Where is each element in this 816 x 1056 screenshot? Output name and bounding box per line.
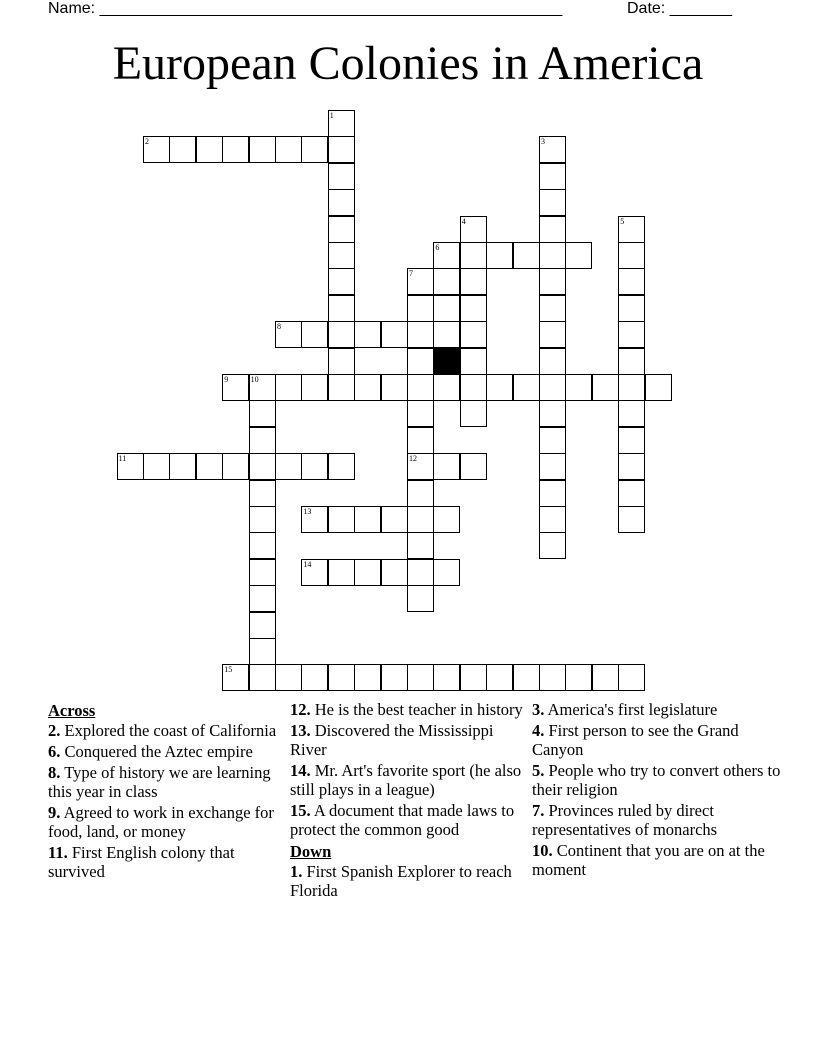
crossword-cell[interactable]	[460, 321, 487, 348]
crossword-cell[interactable]	[618, 268, 645, 295]
crossword-cell[interactable]	[222, 453, 249, 480]
clues-column-1	[48, 700, 278, 883]
crossword-black-cell	[433, 348, 460, 375]
crossword-cell[interactable]	[275, 321, 302, 348]
crossword-cell[interactable]	[354, 664, 381, 691]
clue-number-label: 1	[329, 111, 334, 120]
crossword-cell[interactable]	[249, 453, 276, 480]
clue-text: First English colony that survived	[48, 843, 235, 881]
crossword-cell[interactable]	[354, 559, 381, 586]
clue-number-label: 10	[250, 375, 259, 384]
crossword-cell[interactable]	[328, 506, 355, 533]
crossword-cell[interactable]	[249, 374, 276, 401]
crossword-cell[interactable]	[407, 427, 434, 454]
crossword-cell[interactable]	[275, 374, 302, 401]
clue-number-label: 11	[118, 454, 127, 464]
crossword-cell[interactable]	[618, 348, 645, 375]
crossword-cell[interactable]	[486, 374, 513, 401]
clue-number-label: 5	[620, 216, 625, 226]
crossword-cell[interactable]	[539, 216, 566, 243]
crossword-cell[interactable]	[301, 506, 328, 533]
crossword-cell[interactable]	[222, 664, 249, 691]
crossword-cell[interactable]	[249, 532, 276, 559]
clue-down-1	[290, 862, 528, 900]
crossword-cell[interactable]	[407, 453, 434, 480]
crossword-cell[interactable]	[539, 163, 566, 190]
crossword-cell[interactable]	[328, 136, 355, 163]
crossword-cell[interactable]	[249, 136, 276, 163]
crossword-cell[interactable]	[460, 400, 487, 427]
crossword-cell[interactable]	[618, 427, 645, 454]
clue-number: 6.	[48, 742, 61, 761]
crossword-cell[interactable]	[275, 453, 302, 480]
clue-number: 8.	[48, 763, 61, 782]
crossword-cell[interactable]	[539, 321, 566, 348]
clue-across-2	[48, 721, 278, 740]
clue-number: 1.	[290, 862, 303, 881]
crossword-cell[interactable]	[565, 374, 592, 401]
crossword-cell[interactable]	[433, 453, 460, 480]
crossword-cell[interactable]	[249, 612, 276, 639]
clue-text: Agreed to work in exchange for food, land, or money	[48, 803, 274, 841]
crossword-cell[interactable]	[328, 189, 355, 216]
crossword-cell[interactable]	[381, 321, 408, 348]
crossword-cell[interactable]	[407, 295, 434, 322]
crossword-cell[interactable]	[460, 295, 487, 322]
crossword-cell[interactable]	[354, 374, 381, 401]
crossword-cell[interactable]	[381, 559, 408, 586]
clue-number-label: 13	[303, 507, 312, 516]
crossword-cell[interactable]	[433, 374, 460, 401]
crossword-cell[interactable]	[249, 585, 276, 612]
crossword-cell[interactable]	[249, 638, 276, 665]
clue-across-15	[290, 801, 528, 839]
crossword-cell[interactable]	[328, 453, 355, 480]
crossword-cell[interactable]	[592, 374, 619, 401]
clue-number-label: 15	[224, 665, 233, 675]
crossword-cell[interactable]	[328, 321, 355, 348]
clue-across-11	[48, 843, 278, 881]
crossword-cell[interactable]	[433, 295, 460, 322]
crossword-cell[interactable]	[381, 664, 408, 691]
crossword-cell[interactable]	[539, 348, 566, 375]
crossword-cell[interactable]	[539, 268, 566, 295]
clue-text: Type of history we are learning this year in class	[48, 763, 271, 801]
crossword-cell[interactable]	[328, 268, 355, 295]
crossword-cell[interactable]	[143, 453, 170, 480]
crossword-cell[interactable]	[618, 295, 645, 322]
crossword-cell[interactable]	[460, 453, 487, 480]
crossword-cell[interactable]	[222, 374, 249, 401]
crossword-cell[interactable]	[539, 189, 566, 216]
clue-text: He is the best teacher in history	[310, 700, 523, 719]
clue-text: First person to see the Grand Canyon	[532, 721, 739, 759]
clue-down-7	[532, 801, 782, 839]
clue-across-6	[48, 742, 278, 761]
crossword-cell[interactable]	[539, 453, 566, 480]
clue-number: 7.	[532, 801, 545, 820]
crossword-cell[interactable]	[143, 136, 170, 163]
date-field-label: Date: _______	[627, 0, 732, 17]
crossword-cell[interactable]	[407, 506, 434, 533]
crossword-cell[interactable]	[513, 374, 540, 401]
clue-across-8	[48, 763, 278, 801]
crossword-cell[interactable]	[433, 321, 460, 348]
crossword-cell[interactable]	[196, 453, 223, 480]
clue-across-14	[290, 761, 528, 799]
crossword-cell[interactable]	[249, 400, 276, 427]
clue-number-label: 8	[277, 322, 281, 332]
crossword-cell[interactable]	[328, 242, 355, 269]
crossword-cell[interactable]	[301, 664, 328, 691]
crossword-cell[interactable]	[539, 664, 566, 691]
crossword-cell[interactable]	[539, 427, 566, 454]
clue-text: A document that made laws to protect the common good	[290, 801, 515, 839]
crossword-cell[interactable]	[460, 664, 487, 691]
clue-across-9	[48, 803, 278, 841]
crossword-cell[interactable]	[301, 136, 328, 163]
clue-number: 2.	[48, 721, 61, 740]
crossword-cell[interactable]	[539, 480, 566, 507]
crossword-cell[interactable]	[328, 664, 355, 691]
clue-number: 13.	[290, 721, 311, 740]
clue-number-label: 2	[145, 137, 149, 147]
crossword-cell[interactable]	[328, 559, 355, 586]
clue-number-label: 3	[541, 137, 545, 147]
crossword-cell[interactable]	[169, 136, 196, 163]
crossword-cell[interactable]	[433, 506, 460, 533]
clue-text: Continent that you are on at the moment	[532, 841, 765, 879]
crossword-cell[interactable]	[407, 532, 434, 559]
clue-number-label: 6	[435, 243, 440, 252]
crossword-cell[interactable]	[565, 664, 592, 691]
crossword-cell[interactable]	[618, 374, 645, 401]
crossword-cell[interactable]	[249, 427, 276, 454]
crossword-cell[interactable]	[407, 348, 434, 375]
crossword-cell[interactable]	[328, 163, 355, 190]
clue-down-5	[532, 761, 782, 799]
clue-down-4	[532, 721, 782, 759]
clue-text: People who try to convert others to their religion	[532, 761, 781, 799]
crossword-cell[interactable]	[328, 374, 355, 401]
clue-number: 14.	[290, 761, 311, 780]
crossword-cell[interactable]	[486, 242, 513, 269]
crossword-cell[interactable]	[249, 559, 276, 586]
crossword-cell[interactable]	[407, 664, 434, 691]
crossword-cell[interactable]	[275, 664, 302, 691]
page-title: European Colonies in America	[112, 37, 704, 90]
crossword-cell[interactable]	[381, 506, 408, 533]
crossword-cell[interactable]	[407, 374, 434, 401]
clue-number-label: 9	[224, 375, 229, 384]
clue-number: 10.	[532, 841, 553, 860]
crossword-cell[interactable]	[460, 242, 487, 269]
crossword-cell[interactable]	[222, 136, 249, 163]
crossword-cell[interactable]	[301, 321, 328, 348]
clue-number-label: 4	[461, 216, 466, 226]
crossword-cell[interactable]	[539, 295, 566, 322]
crossword-cell[interactable]	[328, 295, 355, 322]
clue-number-label: 7	[409, 269, 413, 279]
clue-down-10	[532, 841, 782, 879]
clues-column-3	[532, 700, 782, 881]
crossword-cell[interactable]	[460, 216, 487, 243]
crossword-cell[interactable]	[513, 664, 540, 691]
crossword-cell[interactable]	[354, 506, 381, 533]
clue-text: Provinces ruled by direct representatives of monarchs	[532, 801, 718, 839]
crossword-cell[interactable]	[433, 559, 460, 586]
down-heading: Down	[290, 842, 332, 861]
clue-number: 11.	[48, 843, 68, 862]
clue-number: 9.	[48, 803, 61, 822]
crossword-cell[interactable]	[433, 242, 460, 269]
crossword-cell[interactable]	[618, 453, 645, 480]
clue-text: Mr. Art's favorite sport (he also still plays in a league)	[290, 761, 522, 799]
name-field-label: Name: ____________________________________________________	[48, 0, 563, 17]
across-heading: Across	[48, 701, 96, 720]
crossword-cell[interactable]	[301, 453, 328, 480]
crossword-cell[interactable]	[407, 480, 434, 507]
crossword-cell[interactable]	[275, 136, 302, 163]
clue-number: 12.	[290, 700, 311, 719]
clue-text: Conquered the Aztec empire	[60, 742, 253, 761]
crossword-cell[interactable]	[592, 664, 619, 691]
crossword-cell[interactable]	[301, 374, 328, 401]
crossword-cell[interactable]	[618, 480, 645, 507]
clue-number: 4.	[532, 721, 545, 740]
clue-number-label: 12	[409, 454, 417, 464]
crossword-cell[interactable]	[117, 453, 144, 480]
clue-text: Explored the coast of California	[60, 721, 277, 740]
crossword-cell[interactable]	[328, 216, 355, 243]
crossword-cell[interactable]	[486, 664, 513, 691]
crossword-cell[interactable]	[539, 532, 566, 559]
crossword-cell[interactable]	[407, 268, 434, 295]
crossword-cell[interactable]	[249, 664, 276, 691]
crossword-cell[interactable]	[301, 559, 328, 586]
crossword-cell[interactable]	[407, 321, 434, 348]
clue-text: Discovered the Mississippi River	[290, 721, 494, 759]
crossword-cell[interactable]	[433, 268, 460, 295]
crossword-cell[interactable]	[460, 268, 487, 295]
crossword-cell[interactable]	[354, 321, 381, 348]
clue-number-label: 14	[303, 559, 312, 569]
crossword-cell[interactable]	[407, 585, 434, 612]
crossword-cell[interactable]	[328, 110, 355, 137]
crossword-cell[interactable]	[539, 374, 566, 401]
clue-number: 15.	[290, 801, 311, 820]
crossword-cell[interactable]	[645, 374, 672, 401]
crossword-cell[interactable]	[249, 480, 276, 507]
crossword-cell[interactable]	[460, 348, 487, 375]
clue-across-13	[290, 721, 528, 759]
crossword-cell[interactable]	[539, 242, 566, 269]
clue-text: America's first legislature	[544, 700, 718, 719]
crossword-cell[interactable]	[169, 453, 196, 480]
clue-number: 3.	[532, 700, 545, 719]
crossword-cell[interactable]	[433, 664, 460, 691]
crossword-cell[interactable]	[381, 374, 408, 401]
clue-text: First Spanish Explorer to reach Florida	[290, 862, 512, 900]
crossword-cell[interactable]	[618, 400, 645, 427]
crossword-cell[interactable]	[539, 136, 566, 163]
crossword-cell[interactable]	[539, 400, 566, 427]
crossword-cell[interactable]	[565, 242, 592, 269]
crossword-cell[interactable]	[460, 374, 487, 401]
clues-column-2	[290, 700, 528, 902]
crossword-cell[interactable]	[196, 136, 223, 163]
crossword-cell[interactable]	[618, 216, 645, 243]
crossword-cell[interactable]	[539, 506, 566, 533]
crossword-cell[interactable]	[249, 506, 276, 533]
crossword-cell[interactable]	[618, 506, 645, 533]
crossword-cell[interactable]	[407, 559, 434, 586]
crossword-cell[interactable]	[618, 664, 645, 691]
crossword-cell[interactable]	[618, 321, 645, 348]
clue-number: 5.	[532, 761, 545, 780]
clue-down-3	[532, 700, 782, 719]
crossword-cell[interactable]	[328, 348, 355, 375]
clue-across-12	[290, 700, 528, 719]
crossword-cell[interactable]	[618, 242, 645, 269]
crossword-cell[interactable]	[407, 400, 434, 427]
crossword-cell[interactable]	[513, 242, 540, 269]
